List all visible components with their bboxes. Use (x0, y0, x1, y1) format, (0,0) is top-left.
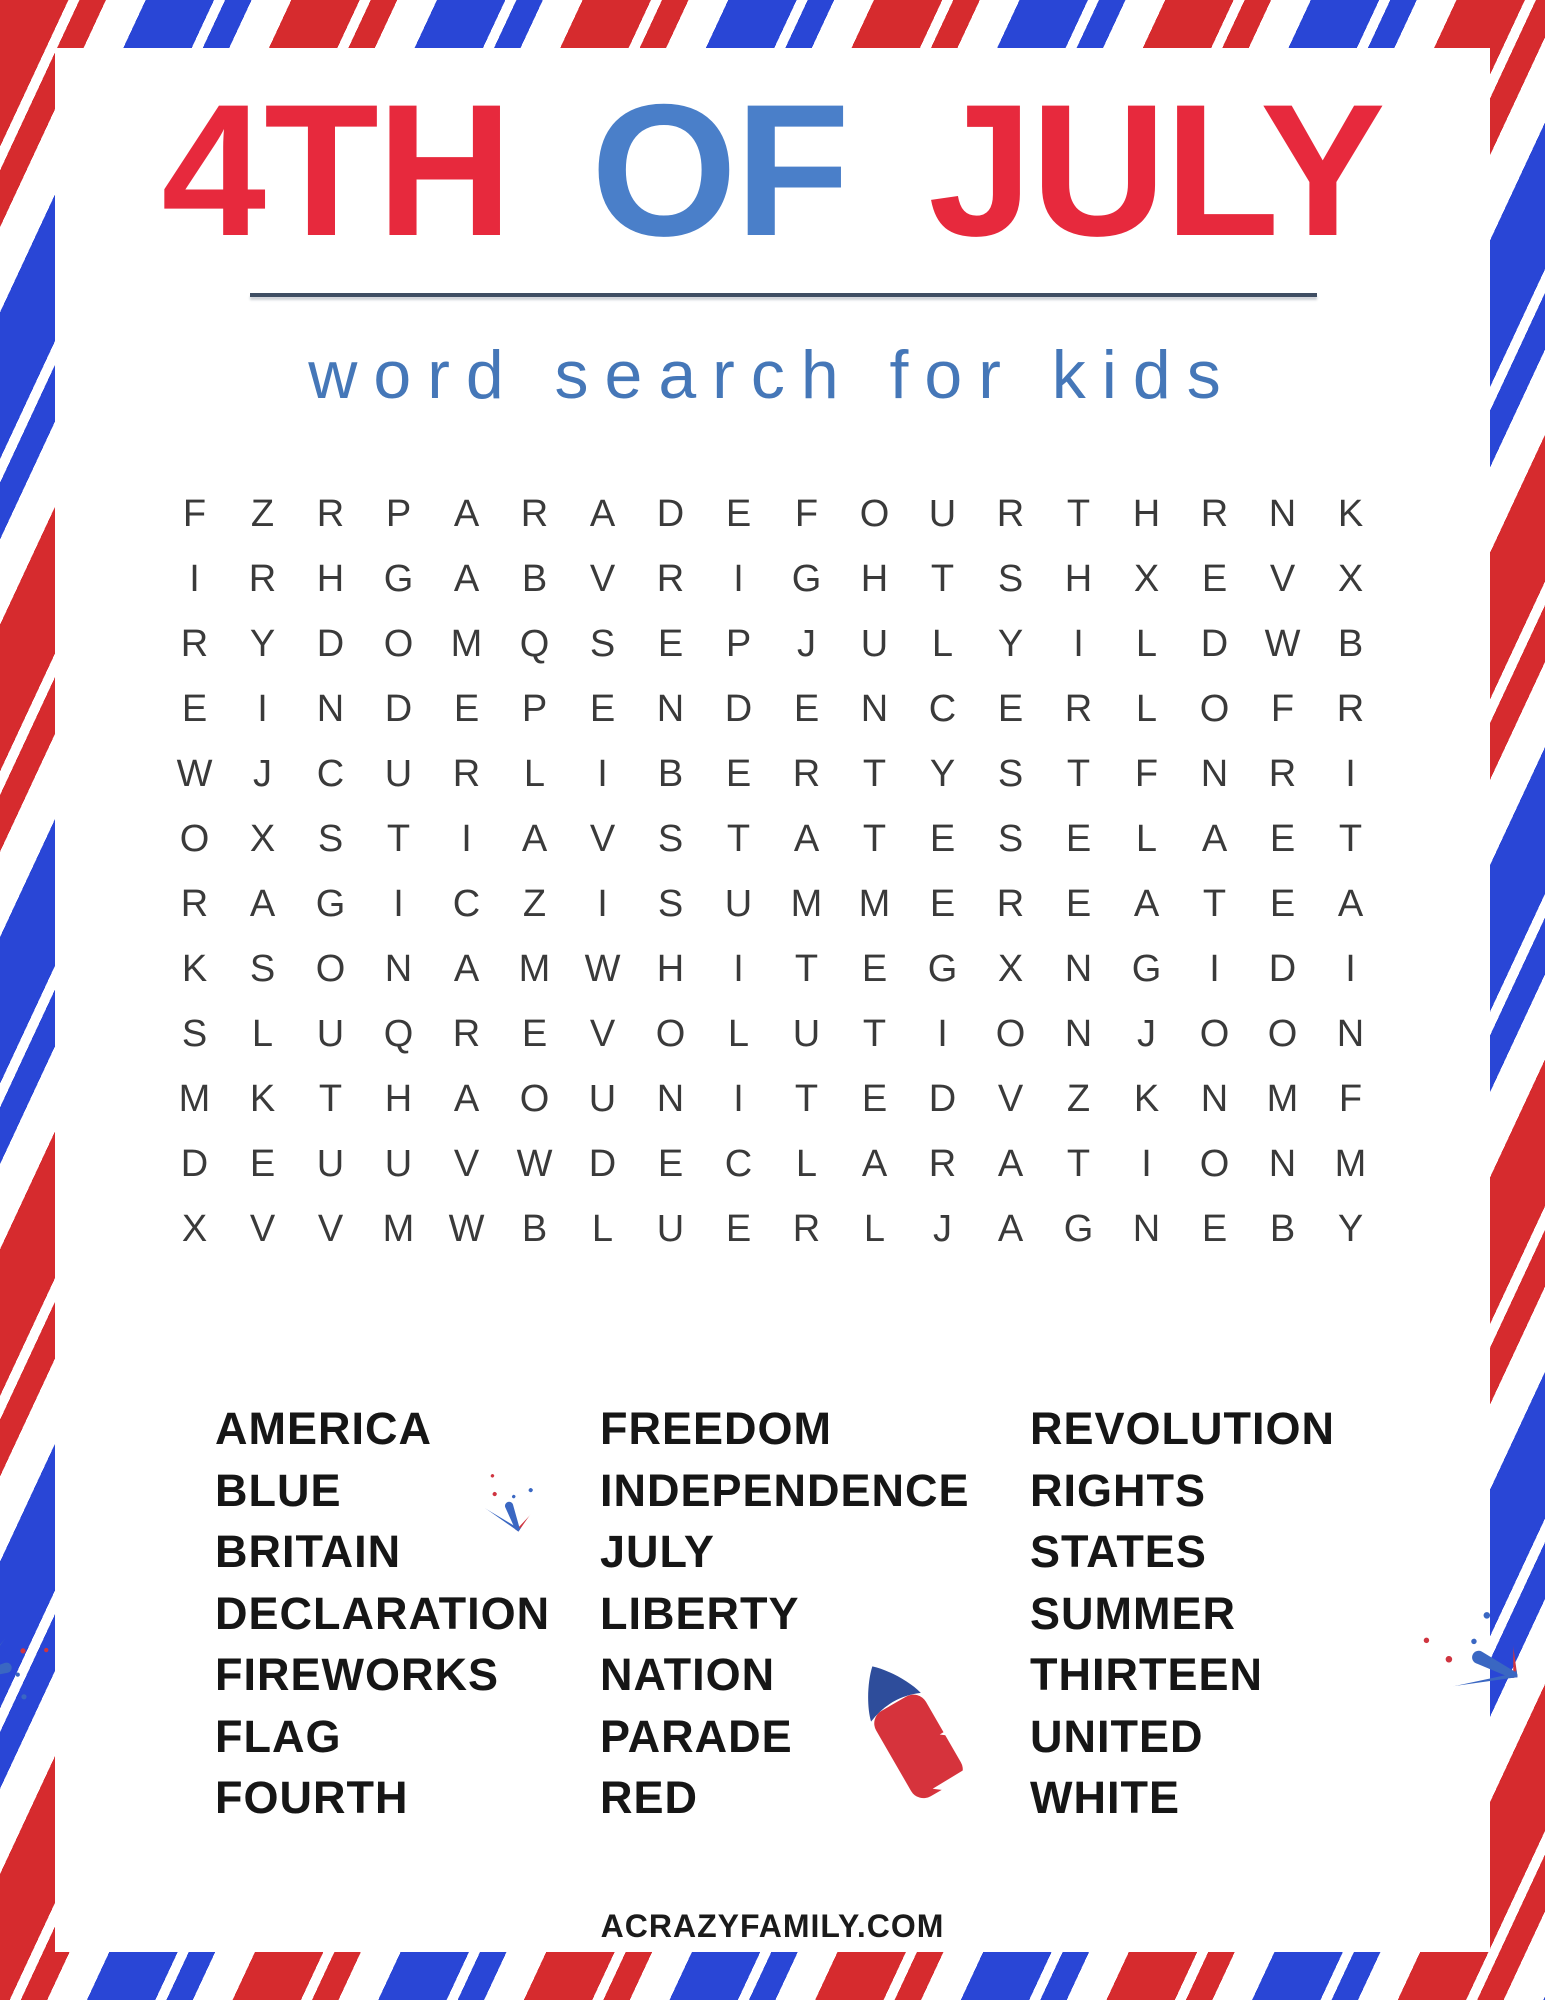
grid-letter: H (316, 558, 345, 600)
grid-letter: S (657, 883, 684, 925)
grid-letter: D (1268, 948, 1297, 990)
grid-letter: S (657, 818, 684, 860)
word-item: NATION (600, 1649, 776, 1700)
word-item: FLAG (215, 1710, 342, 1762)
grid-letter: T (1202, 883, 1227, 925)
grid-letter: T (318, 1078, 343, 1120)
word-item: FREEDOM (600, 1403, 832, 1454)
grid-letter: B (1269, 1208, 1296, 1250)
grid-letter: E (861, 948, 888, 990)
grid-letter: W (1264, 623, 1301, 665)
grid-letter: I (1345, 753, 1356, 795)
grid-letter: S (997, 753, 1024, 795)
grid-letter: N (1200, 753, 1229, 795)
grid-letter: O (179, 818, 210, 860)
grid-letter: D (316, 623, 345, 665)
grid-letter: A (453, 948, 480, 990)
grid-letter: V (997, 1078, 1024, 1120)
grid-letter: E (929, 883, 956, 925)
grid-letter: A (453, 558, 480, 600)
grid-letter: R (180, 883, 209, 925)
grid-letter: I (937, 1013, 948, 1055)
grid-letter: A (861, 1143, 888, 1185)
grid-letter: F (182, 493, 207, 535)
grid-letter: C (928, 688, 957, 730)
grid-letter: E (725, 493, 752, 535)
grid-letter: W (516, 1143, 553, 1185)
grid-letter: I (597, 883, 608, 925)
footer-site-url: ACRAZYFAMILY.COM (600, 1908, 945, 1944)
grid-letter: N (1268, 1143, 1297, 1185)
grid-letter: Z (522, 883, 547, 925)
grid-letter: N (1064, 948, 1093, 990)
grid-letter: V (1269, 558, 1296, 600)
grid-letter: E (1201, 558, 1228, 600)
grid-letter: T (862, 818, 887, 860)
page-subtitle: word search for kids (308, 337, 1237, 413)
grid-letter: D (180, 1143, 209, 1185)
grid-letter: G (1063, 1208, 1094, 1250)
grid-letter: I (1073, 623, 1084, 665)
grid-letter: R (452, 753, 481, 795)
grid-letter: B (657, 753, 684, 795)
grid-letter: S (997, 558, 1024, 600)
grid-letter: P (521, 688, 548, 730)
word-item: FOURTH (215, 1772, 409, 1823)
grid-letter: D (588, 1143, 617, 1185)
grid-letter: U (792, 1013, 821, 1055)
grid-letter: B (521, 1208, 548, 1250)
grid-letter: E (589, 688, 616, 730)
grid-letter: Q (383, 1013, 414, 1055)
grid-letter: R (520, 493, 549, 535)
firework-burst-icon (1246, 1439, 1517, 1710)
grid-letter: U (928, 493, 957, 535)
word-item: SUMMER (1030, 1587, 1236, 1639)
grid-letter: R (656, 558, 685, 600)
grid-letter: S (589, 623, 616, 665)
grid-letter: N (860, 688, 889, 730)
grid-letter: E (997, 688, 1024, 730)
word-item: UNITED (1030, 1710, 1204, 1762)
grid-letter: J (253, 753, 272, 795)
grid-letter: T (862, 753, 887, 795)
grid-letter: E (725, 1208, 752, 1250)
grid-letter: T (726, 818, 751, 860)
grid-letter: C (452, 883, 481, 925)
grid-letter: U (384, 1143, 413, 1185)
grid-letter: N (656, 688, 685, 730)
grid-letter: A (521, 818, 548, 860)
grid-letter: I (189, 558, 200, 600)
grid-letter: L (727, 1013, 750, 1055)
grid-letter: L (1135, 818, 1158, 860)
grid-letter: N (1200, 1078, 1229, 1120)
grid-letter: F (1134, 753, 1159, 795)
grid-letter: E (793, 688, 820, 730)
grid-letter: H (860, 558, 889, 600)
grid-letter: E (929, 818, 956, 860)
grid-letter: K (1133, 1078, 1160, 1120)
grid-letter: R (1336, 688, 1365, 730)
word-item: INDEPENDENCE (600, 1464, 970, 1516)
grid-letter: R (1064, 688, 1093, 730)
grid-letter: X (181, 1208, 208, 1250)
word-item: LIBERTY (600, 1587, 800, 1639)
grid-letter: R (792, 753, 821, 795)
grid-letter: A (249, 883, 276, 925)
grid-letter: A (1133, 883, 1160, 925)
grid-letter: U (724, 883, 753, 925)
grid-letter: T (1066, 753, 1091, 795)
grid-letter: O (1199, 1013, 1230, 1055)
grid-letter: K (1337, 493, 1364, 535)
word-item: FIREWORKS (215, 1649, 499, 1700)
grid-letter: R (180, 623, 209, 665)
grid-letter: N (1132, 1208, 1161, 1250)
grid-letter: K (181, 948, 208, 990)
grid-letter: L (1135, 688, 1158, 730)
grid-letter: V (589, 818, 616, 860)
grid-letter: I (597, 753, 608, 795)
grid-letter: M (450, 623, 483, 665)
grid-letter: I (1345, 948, 1356, 990)
grid-letter: R (316, 493, 345, 535)
grid-letter: O (519, 1078, 550, 1120)
grid-letter: N (1064, 1013, 1093, 1055)
grid-letter: U (316, 1143, 345, 1185)
grid-letter: N (656, 1078, 685, 1120)
grid-letter: S (317, 818, 344, 860)
grid-letter: I (733, 948, 744, 990)
grid-letter: L (863, 1208, 886, 1250)
word-item: AMERICA (215, 1403, 432, 1454)
grid-letter: D (656, 493, 685, 535)
grid-letter: A (589, 493, 616, 535)
grid-letter: R (1200, 493, 1229, 535)
grid-letter: I (257, 688, 268, 730)
grid-letter: V (589, 1013, 616, 1055)
grid-letter: E (521, 1013, 548, 1055)
grid-letter: E (725, 753, 752, 795)
word-item: RED (600, 1772, 699, 1823)
word-item: PARADE (600, 1710, 793, 1762)
grid-letter: U (656, 1208, 685, 1250)
grid-letter: U (384, 753, 413, 795)
grid-letter: E (657, 1143, 684, 1185)
grid-letter: B (521, 558, 548, 600)
word-item: BRITAIN (215, 1526, 402, 1577)
word-item: STATES (1030, 1526, 1207, 1577)
grid-letter: M (790, 883, 823, 925)
grid-letter: Y (1337, 1208, 1364, 1250)
grid-letter: O (315, 948, 346, 990)
grid-letter: W (448, 1208, 485, 1250)
grid-letter: E (1201, 1208, 1228, 1250)
grid-letter: E (861, 1078, 888, 1120)
grid-letter: G (927, 948, 958, 990)
grid-letter: O (859, 493, 890, 535)
grid-letter: O (1267, 1013, 1298, 1055)
grid-letter: E (1065, 883, 1092, 925)
grid-letter: U (316, 1013, 345, 1055)
grid-letter: A (997, 1143, 1024, 1185)
grid-letter: M (1334, 1143, 1367, 1185)
grid-letter: J (1137, 1013, 1156, 1055)
grid-letter: F (794, 493, 819, 535)
grid-letter: W (176, 753, 213, 795)
grid-letter: R (792, 1208, 821, 1250)
grid-letter: O (1199, 1143, 1230, 1185)
grid-letter: R (452, 1013, 481, 1055)
grid-letter: O (995, 1013, 1026, 1055)
rocket-firecracker-icon (828, 1648, 1008, 1843)
grid-letter: T (1338, 818, 1363, 860)
grid-letter: G (791, 558, 822, 600)
grid-letter: R (928, 1143, 957, 1185)
grid-letter: Z (1066, 1078, 1091, 1120)
grid-letter: C (724, 1143, 753, 1185)
grid-letter: H (1064, 558, 1093, 600)
grid-letter: Y (929, 753, 956, 795)
page-title (0, 65, 1545, 275)
grid-letter: I (461, 818, 472, 860)
grid-letter: J (797, 623, 816, 665)
grid-letter: M (382, 1208, 415, 1250)
grid-letter: R (996, 883, 1025, 925)
grid-letter: N (384, 948, 413, 990)
grid-letter: E (1269, 818, 1296, 860)
grid-letter: G (1131, 948, 1162, 990)
grid-letter: C (316, 753, 345, 795)
grid-letter: E (1065, 818, 1092, 860)
grid-letter: A (793, 818, 820, 860)
grid-letter: M (858, 883, 891, 925)
grid-letter: F (1270, 688, 1295, 730)
grid-letter: Q (519, 623, 550, 665)
grid-letter: S (997, 818, 1024, 860)
grid-letter: V (249, 1208, 276, 1250)
grid-letter: E (1269, 883, 1296, 925)
word-item: JULY (600, 1526, 715, 1577)
title-divider-line (250, 293, 1317, 297)
grid-letter: G (315, 883, 346, 925)
grid-letter: T (1066, 493, 1091, 535)
grid-letter: M (1266, 1078, 1299, 1120)
grid-letter: A (453, 1078, 480, 1120)
grid-letter: S (181, 1013, 208, 1055)
grid-letter: D (1200, 623, 1229, 665)
grid-letter: L (251, 1013, 274, 1055)
grid-letter: R (1268, 753, 1297, 795)
grid-letter: E (249, 1143, 276, 1185)
grid-letter: A (1201, 818, 1228, 860)
grid-letter: N (316, 688, 345, 730)
grid-letter: L (931, 623, 954, 665)
grid-letter: S (249, 948, 276, 990)
word-item: REVOLUTION (1030, 1403, 1336, 1454)
grid-letter: Y (249, 623, 276, 665)
grid-letter: F (1338, 1078, 1363, 1120)
grid-letter: E (453, 688, 480, 730)
grid-letter: D (384, 688, 413, 730)
grid-letter: M (178, 1078, 211, 1120)
title-word-july: JULY (928, 65, 1384, 275)
grid-letter: L (795, 1143, 818, 1185)
grid-letter: W (584, 948, 621, 990)
grid-letter: X (997, 948, 1024, 990)
grid-letter: U (588, 1078, 617, 1120)
word-item: WHITE (1030, 1772, 1180, 1823)
grid-letter: T (930, 558, 955, 600)
puzzle-grid (161, 482, 1385, 1262)
title-word-of: OF (590, 65, 848, 275)
grid-letter: A (1337, 883, 1364, 925)
grid-letter: I (393, 883, 404, 925)
grid-letter: T (794, 1078, 819, 1120)
grid-letter: N (1268, 493, 1297, 535)
grid-letter: U (860, 623, 889, 665)
grid-letter: R (248, 558, 277, 600)
grid-letter: I (733, 1078, 744, 1120)
word-item: THIRTEEN (1030, 1649, 1263, 1700)
grid-letter: H (384, 1078, 413, 1120)
grid-letter: O (383, 623, 414, 665)
grid-letter: I (733, 558, 744, 600)
grid-letter: P (385, 493, 412, 535)
grid-letter: D (724, 688, 753, 730)
grid-letter: B (1337, 623, 1364, 665)
grid-letter: L (591, 1208, 614, 1250)
grid-letter: M (518, 948, 551, 990)
grid-letter: V (317, 1208, 344, 1250)
grid-letter: T (1066, 1143, 1091, 1185)
grid-letter: I (1141, 1143, 1152, 1185)
word-item: BLUE (215, 1464, 342, 1516)
grid-letter: R (996, 493, 1025, 535)
grid-letter: E (181, 688, 208, 730)
grid-letter: L (1135, 623, 1158, 665)
grid-letter: X (1337, 558, 1364, 600)
grid-letter: D (928, 1078, 957, 1120)
grid-letter: I (1209, 948, 1220, 990)
grid-letter: T (862, 1013, 887, 1055)
grid-letter: H (656, 948, 685, 990)
grid-letter: V (453, 1143, 480, 1185)
word-item: DECLARATION (215, 1587, 551, 1639)
grid-letter: X (249, 818, 276, 860)
grid-letter: A (997, 1208, 1024, 1250)
grid-letter: T (794, 948, 819, 990)
grid-letter: O (1199, 688, 1230, 730)
grid-letter: Y (997, 623, 1024, 665)
grid-letter: O (655, 1013, 686, 1055)
title-word-4th: 4TH (161, 65, 511, 275)
grid-letter: J (933, 1208, 952, 1250)
grid-letter: X (1133, 558, 1160, 600)
grid-letter: K (249, 1078, 276, 1120)
grid-letter: P (725, 623, 752, 665)
grid-letter: T (386, 818, 411, 860)
grid-letter: N (1336, 1013, 1365, 1055)
grid-letter: L (523, 753, 546, 795)
grid-letter: H (1132, 493, 1161, 535)
word-item: RIGHTS (1030, 1464, 1207, 1516)
grid-letter: V (589, 558, 616, 600)
grid-letter: G (383, 558, 414, 600)
grid-letter: E (657, 623, 684, 665)
grid-letter: A (453, 493, 480, 535)
grid-letter: Z (250, 493, 275, 535)
